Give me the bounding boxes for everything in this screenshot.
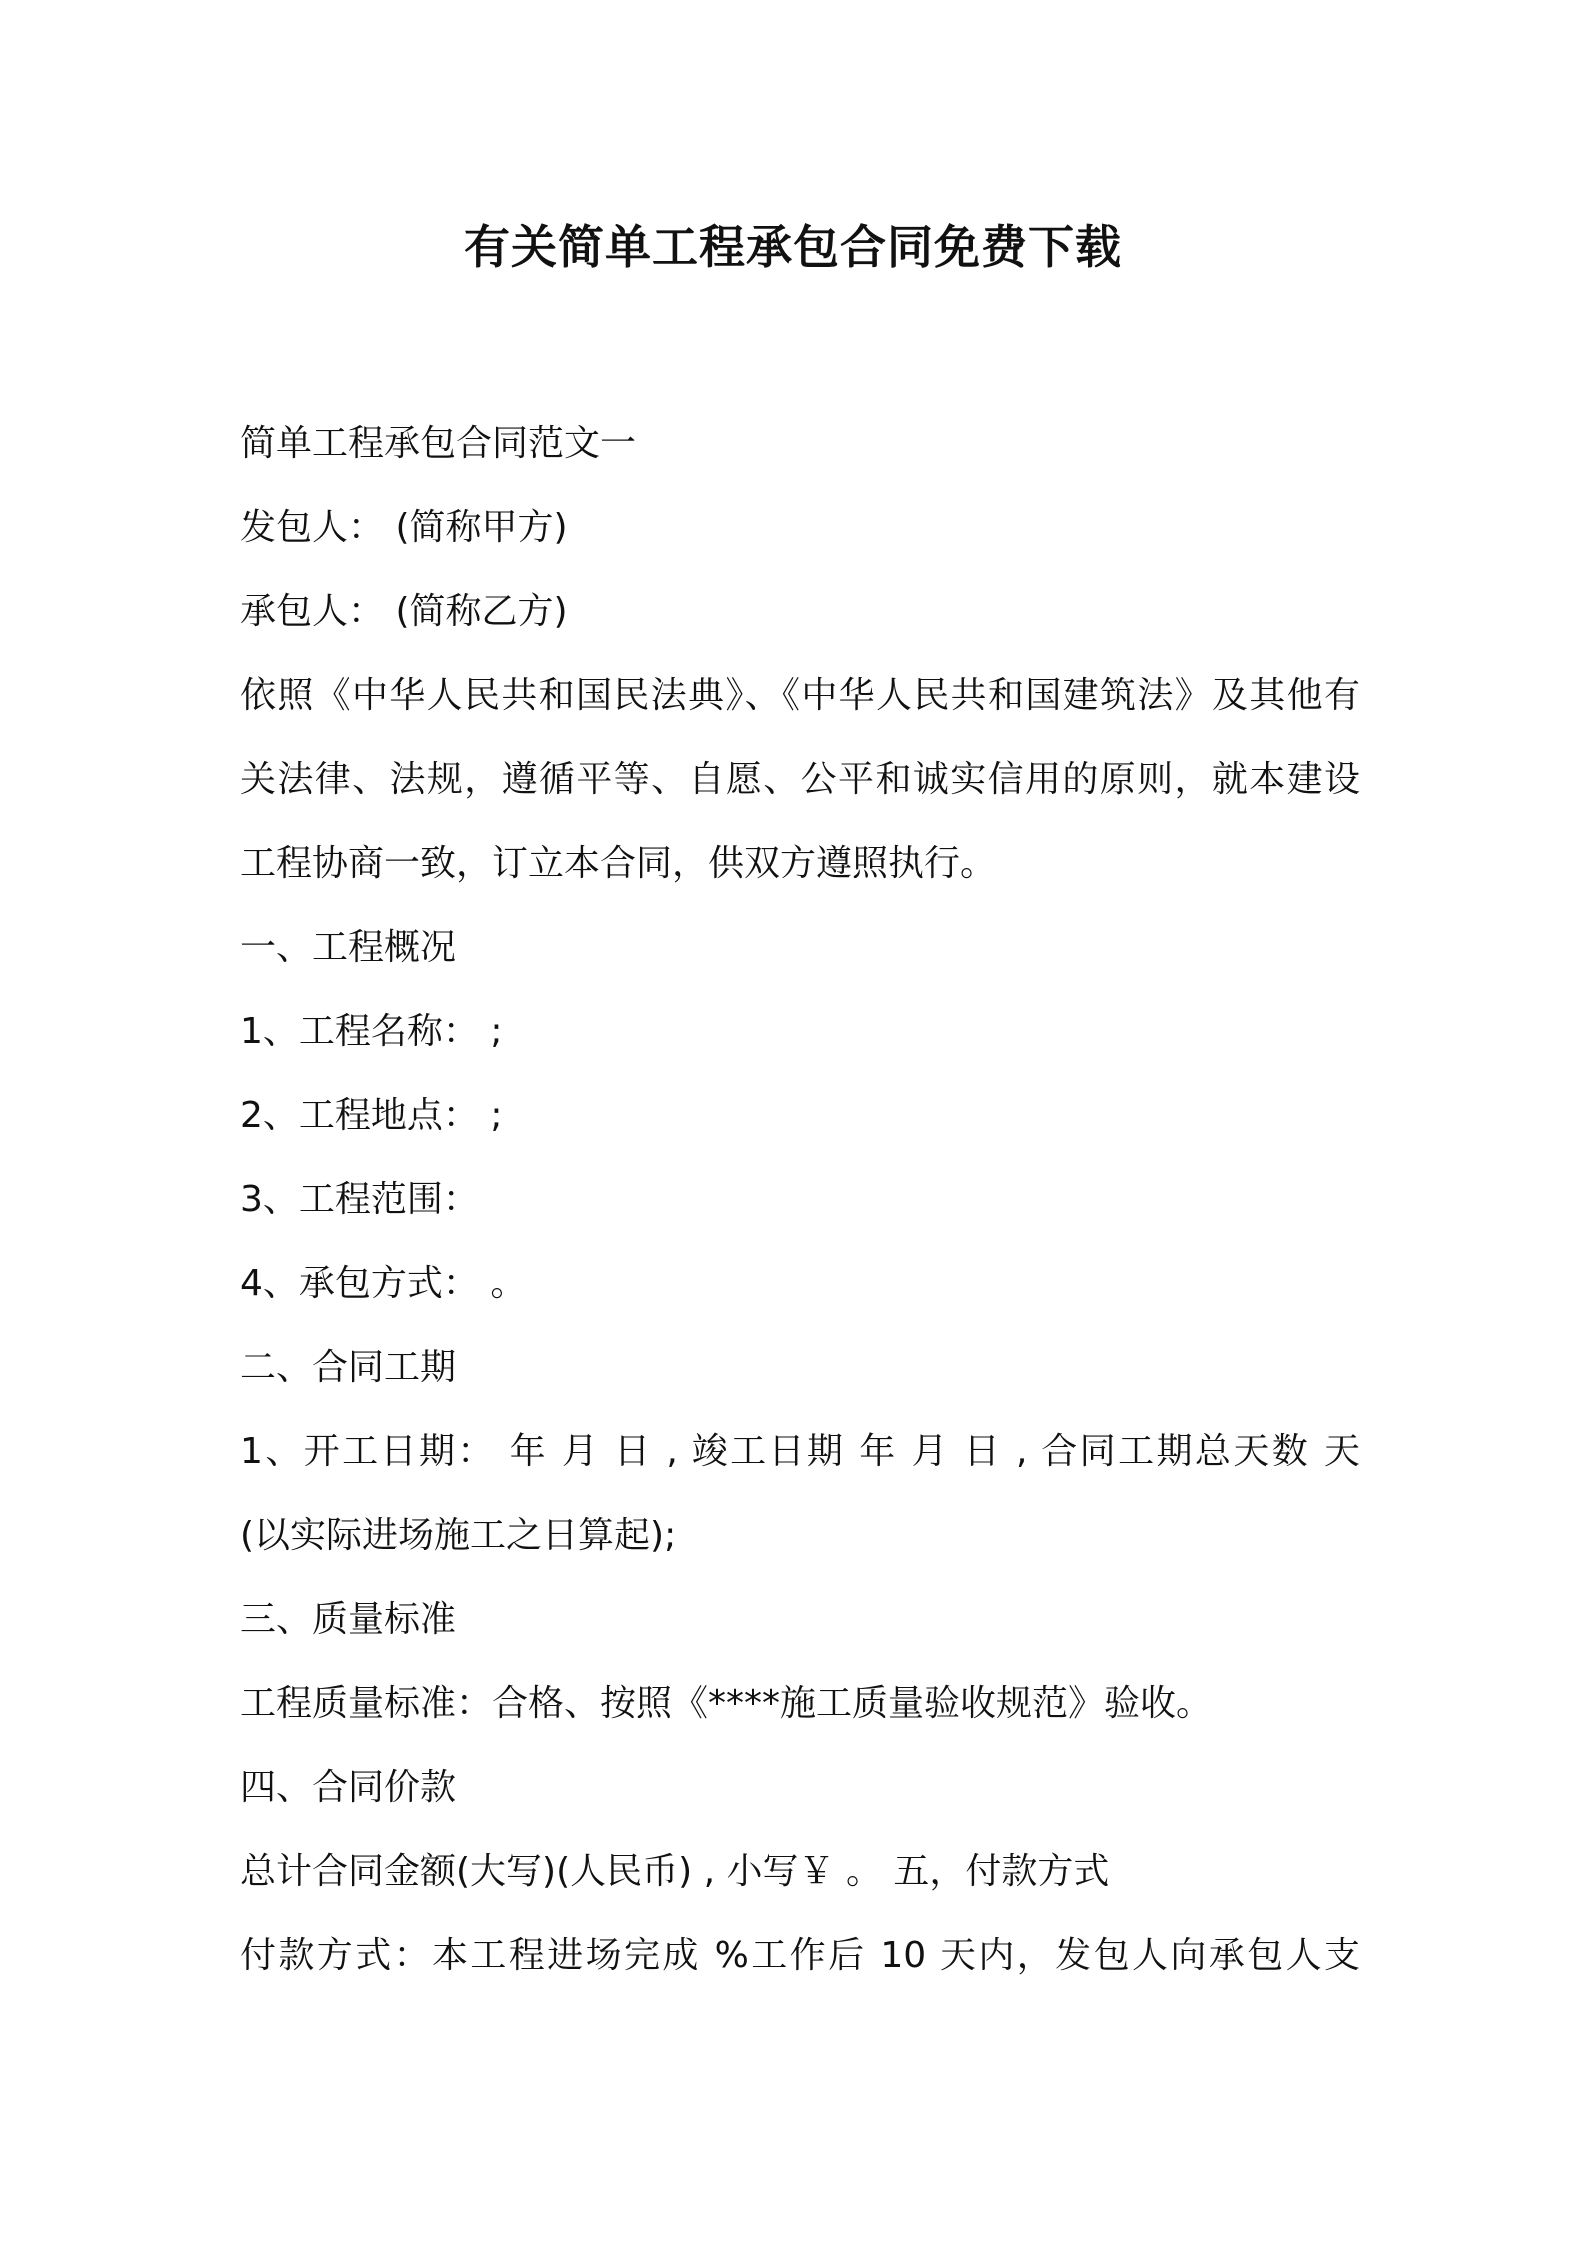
paragraph-line: 总计合同金额(大写)(人民币) , 小写￥ 。 五，付款方式 <box>240 1851 1110 1892</box>
paragraph-line: 依照《中华人民共和国民法典》、《中华人民共和国建筑法》及其他有 <box>240 675 1360 716</box>
document-body <box>240 402 1360 1998</box>
section-heading: 三、质量标准 <box>240 1599 457 1640</box>
list-item: 2、工程地点： ; <box>240 1095 503 1136</box>
party-b-line: 承包人： (简称乙方) <box>240 591 568 632</box>
list-item: 4、承包方式： 。 <box>240 1263 527 1304</box>
paragraph-line: 付款方式：本工程进场完成 %工作后 10 天内，发包人向承包人支 <box>240 1935 1360 1976</box>
paragraph-line: 工程协商一致，订立本合同，供双方遵照执行。 <box>240 843 997 884</box>
list-item: 1、开工日期： 年 月 日 , 竣工日期 年 月 日 , 合同工期总天数 天 <box>240 1431 1360 1472</box>
party-a-line: 发包人： (简称甲方) <box>240 507 568 548</box>
section-heading: 二、合同工期 <box>240 1347 457 1388</box>
list-item: 3、工程范围： <box>240 1179 479 1220</box>
section-heading: 简单工程承包合同范文一 <box>240 423 637 464</box>
document-title: 有关简单工程承包合同免费下载 <box>464 220 1122 274</box>
paragraph-line: 关法律、法规，遵循平等、自愿、公平和诚实信用的原则，就本建设 <box>240 759 1360 800</box>
section-heading: 一、工程概况 <box>240 927 457 968</box>
paragraph-line: (以实际进场施工之日算起); <box>240 1515 677 1556</box>
list-item: 1、工程名称： ; <box>240 1011 503 1052</box>
section-heading: 四、合同价款 <box>240 1767 457 1808</box>
paragraph-line: 工程质量标准：合格、按照《****施工质量验收规范》验收。 <box>240 1683 1213 1724</box>
